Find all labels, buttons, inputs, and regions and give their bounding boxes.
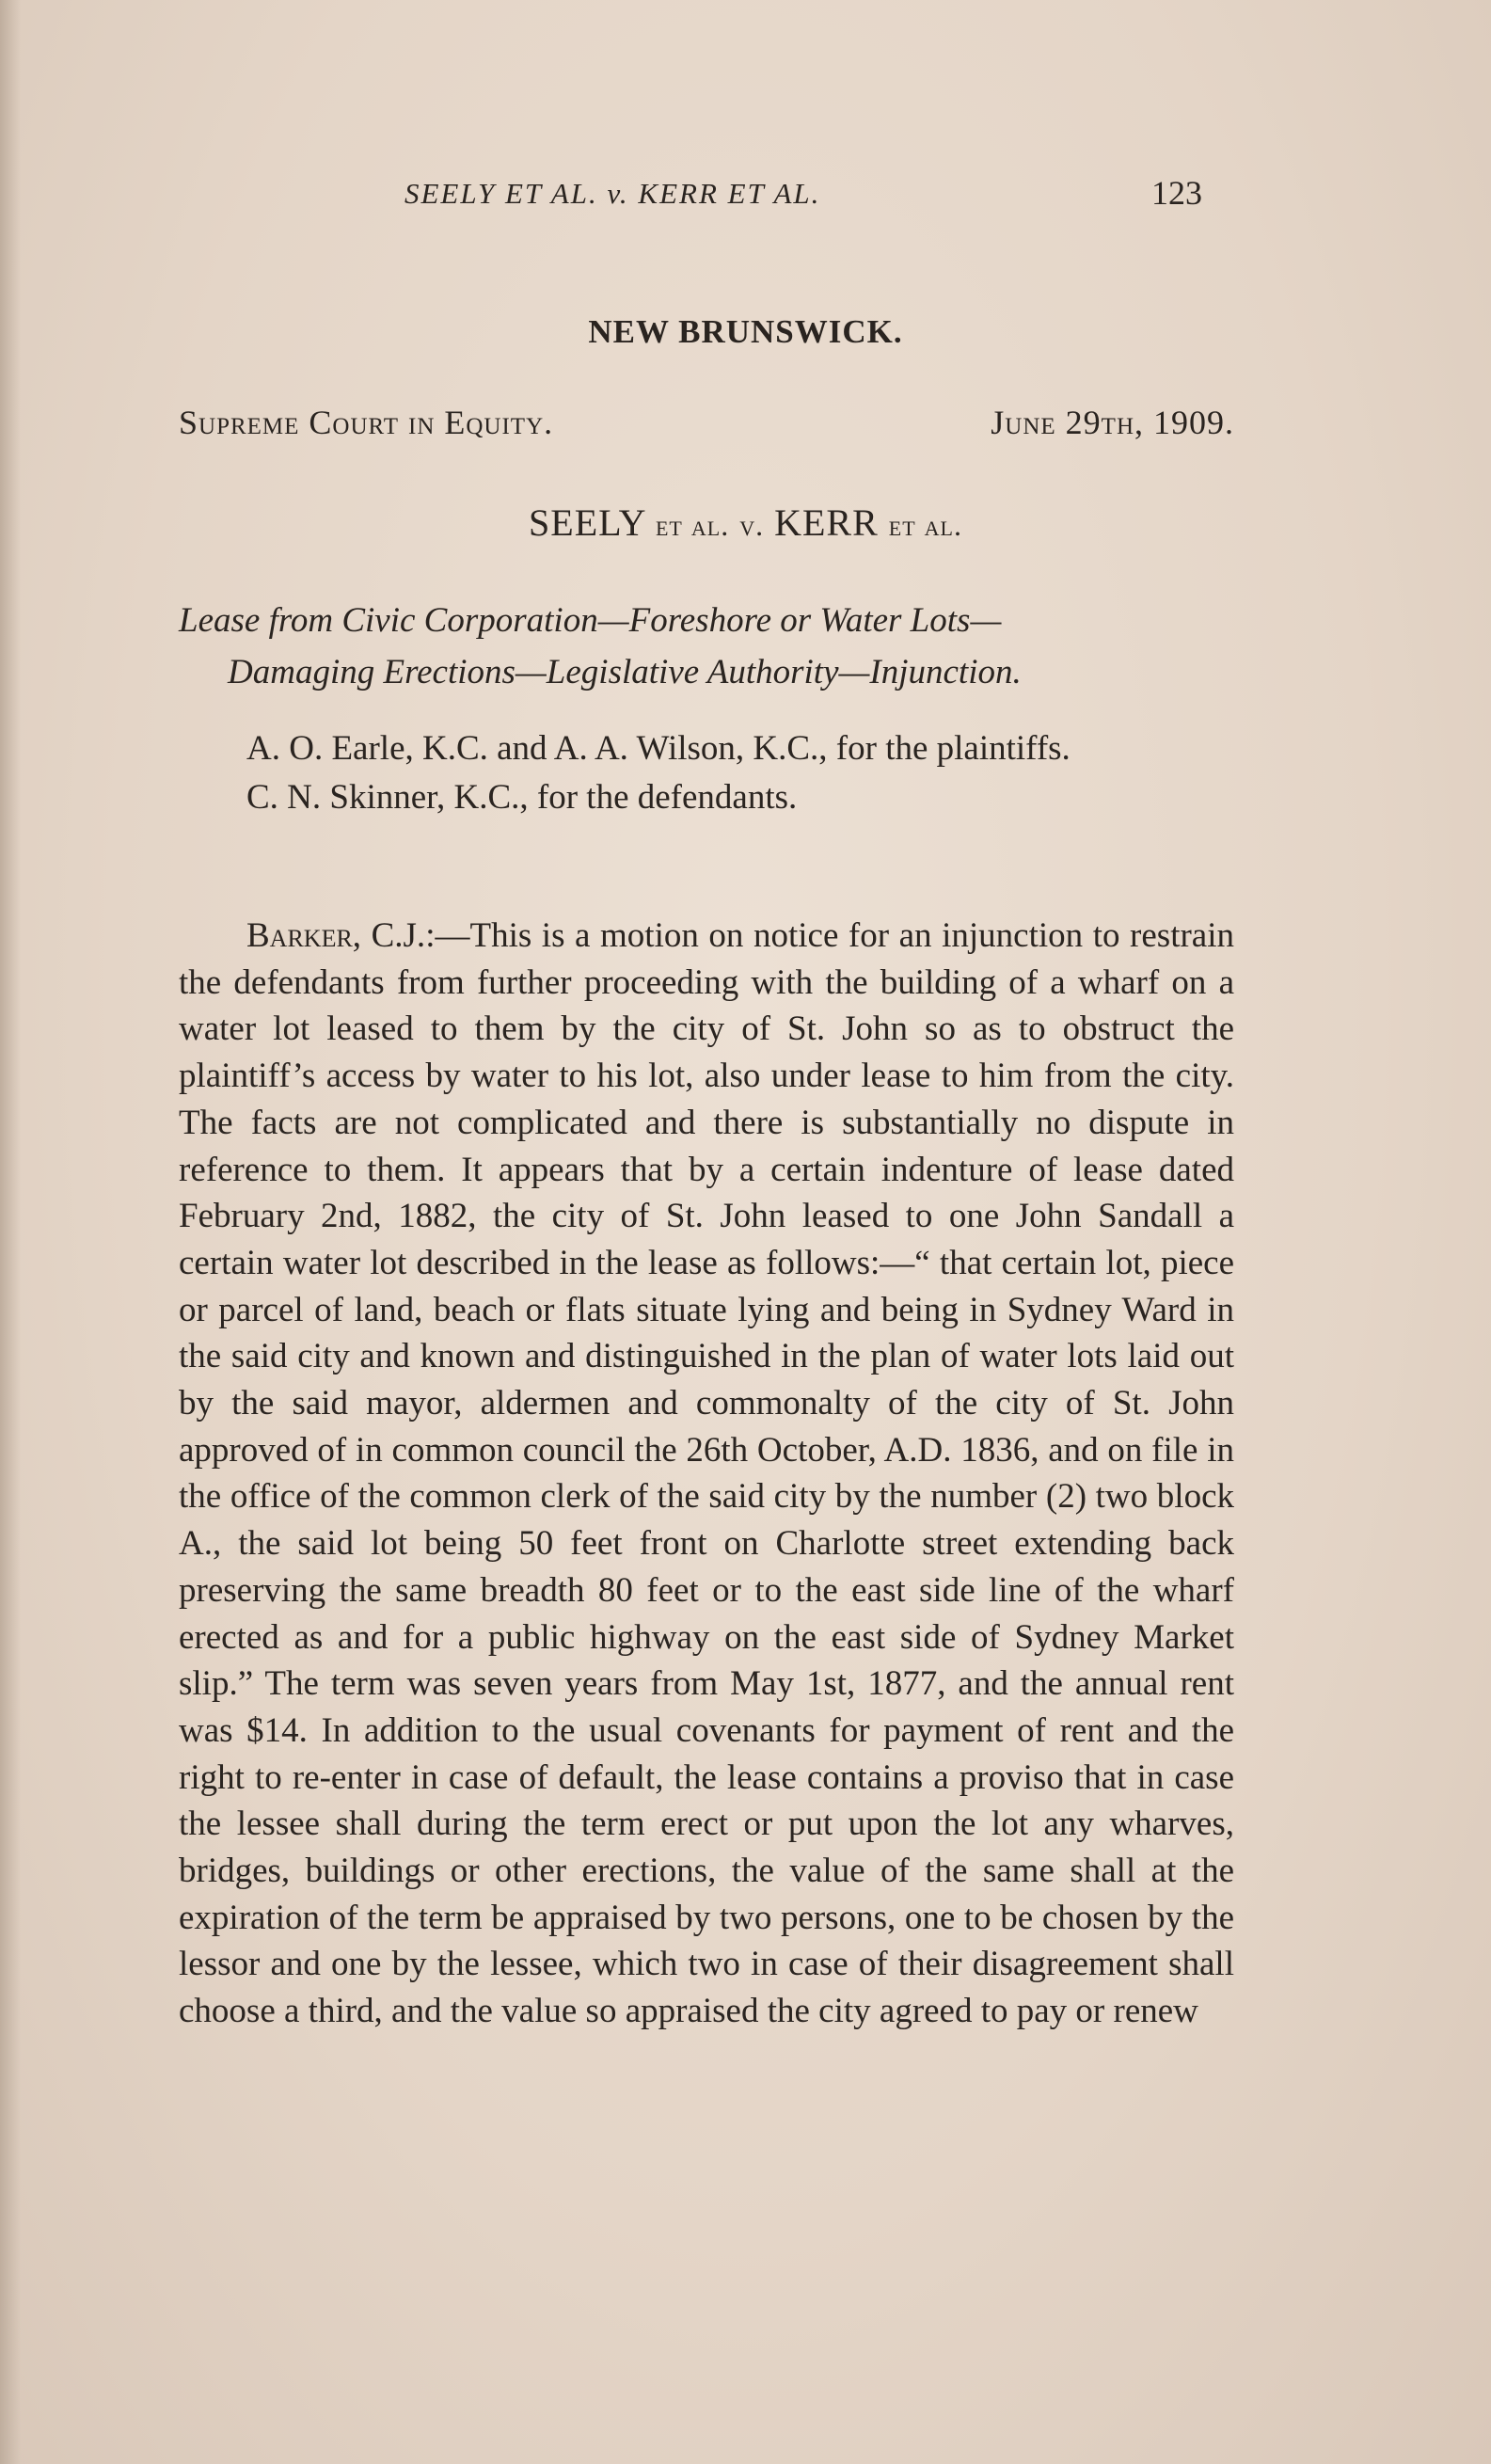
- counsel-section: [179, 724, 1234, 822]
- page-spine-shadow: [0, 0, 21, 2464]
- court-name: Supreme Court in Equity.: [179, 404, 554, 441]
- judgment-text: :—This is a motion on notice for an injunction to restrain the defendants from further proceeding with the building of a wharf on a water lot leased to them by the city of St. John so as to obstruct the plaintiff’s access by water to his lot, also under lease to him from the city. The facts are not complicated and there is substantially no dispute in reference to them. It appears that by a certain indenture of lease dated February 2nd, 1882, the city of St. John leased to one John Sandall a certain water lot described in the lease as follows:—“ that certain lot, piece or parcel of land, beach or flats situate lying and being in Sydney Ward in the said city and known and distinguished in the plan of water lots laid out by the said mayor, aldermen and commonalty of the city of St. John approved of in common council the 26th October, A.D. 1836, and on file in the office of the common clerk of the said city by the number (2) two block A., the said lot being 50 feet front on Charlotte street extending back preserving the same breadth 80 feet or to the east side line of the wharf erected as and for a public highway on the east side of Sydney Market slip.” The term was seven years from May 1st, 1877, and the annual rent was $14. In addition to the usual covenants for payment of rent and the right to re-enter in case of default, the lease contains a proviso that in case the lessee shall during the term erect or put upon the lot any wharves, bridges, buildings or other erections, the value of the same shall at the expiration of the term be appraised by two persons, one to be chosen by the lessor and one by the lessee, which two in case of their disagreement shall choose a third, and the value so appraised the city agreed to pay or renew: [179, 916, 1234, 2031]
- judge-name: Barker, C.J.: [246, 916, 426, 955]
- et-al-plaintiff: et al.: [655, 508, 730, 542]
- headnote: [179, 595, 1234, 698]
- decision-date: June 29th, 1909.: [991, 404, 1234, 441]
- headnote-line-2: Damaging Erections—Legislative Authority—Injunction.: [228, 653, 1022, 692]
- case-title: [0, 501, 1491, 545]
- page-number: 123: [1151, 174, 1202, 212]
- versus: v.: [739, 508, 765, 542]
- plaintiff-name: SEELY: [529, 501, 645, 544]
- defendant-name: KERR: [774, 501, 879, 544]
- page-header: [0, 174, 1491, 233]
- counsel-defendants: C. N. Skinner, K.C., for the defendants.: [246, 778, 798, 817]
- headnote-line-1: Lease from Civic Corporation—Foreshore or Water Lots—: [179, 601, 1002, 640]
- judgment-paragraph: [179, 913, 1234, 2035]
- et-al-defendant: et al.: [888, 508, 962, 542]
- counsel-plaintiffs: A. O. Earle, K.C. and A. A. Wilson, K.C., for the plaintiffs.: [246, 729, 1071, 768]
- jurisdiction-heading: NEW BRUNSWICK.: [588, 313, 903, 350]
- judgment-body: [179, 913, 1234, 2035]
- running-title: SEELY ET AL. v. KERR ET AL.: [404, 177, 821, 210]
- court-date-line: [179, 403, 1234, 442]
